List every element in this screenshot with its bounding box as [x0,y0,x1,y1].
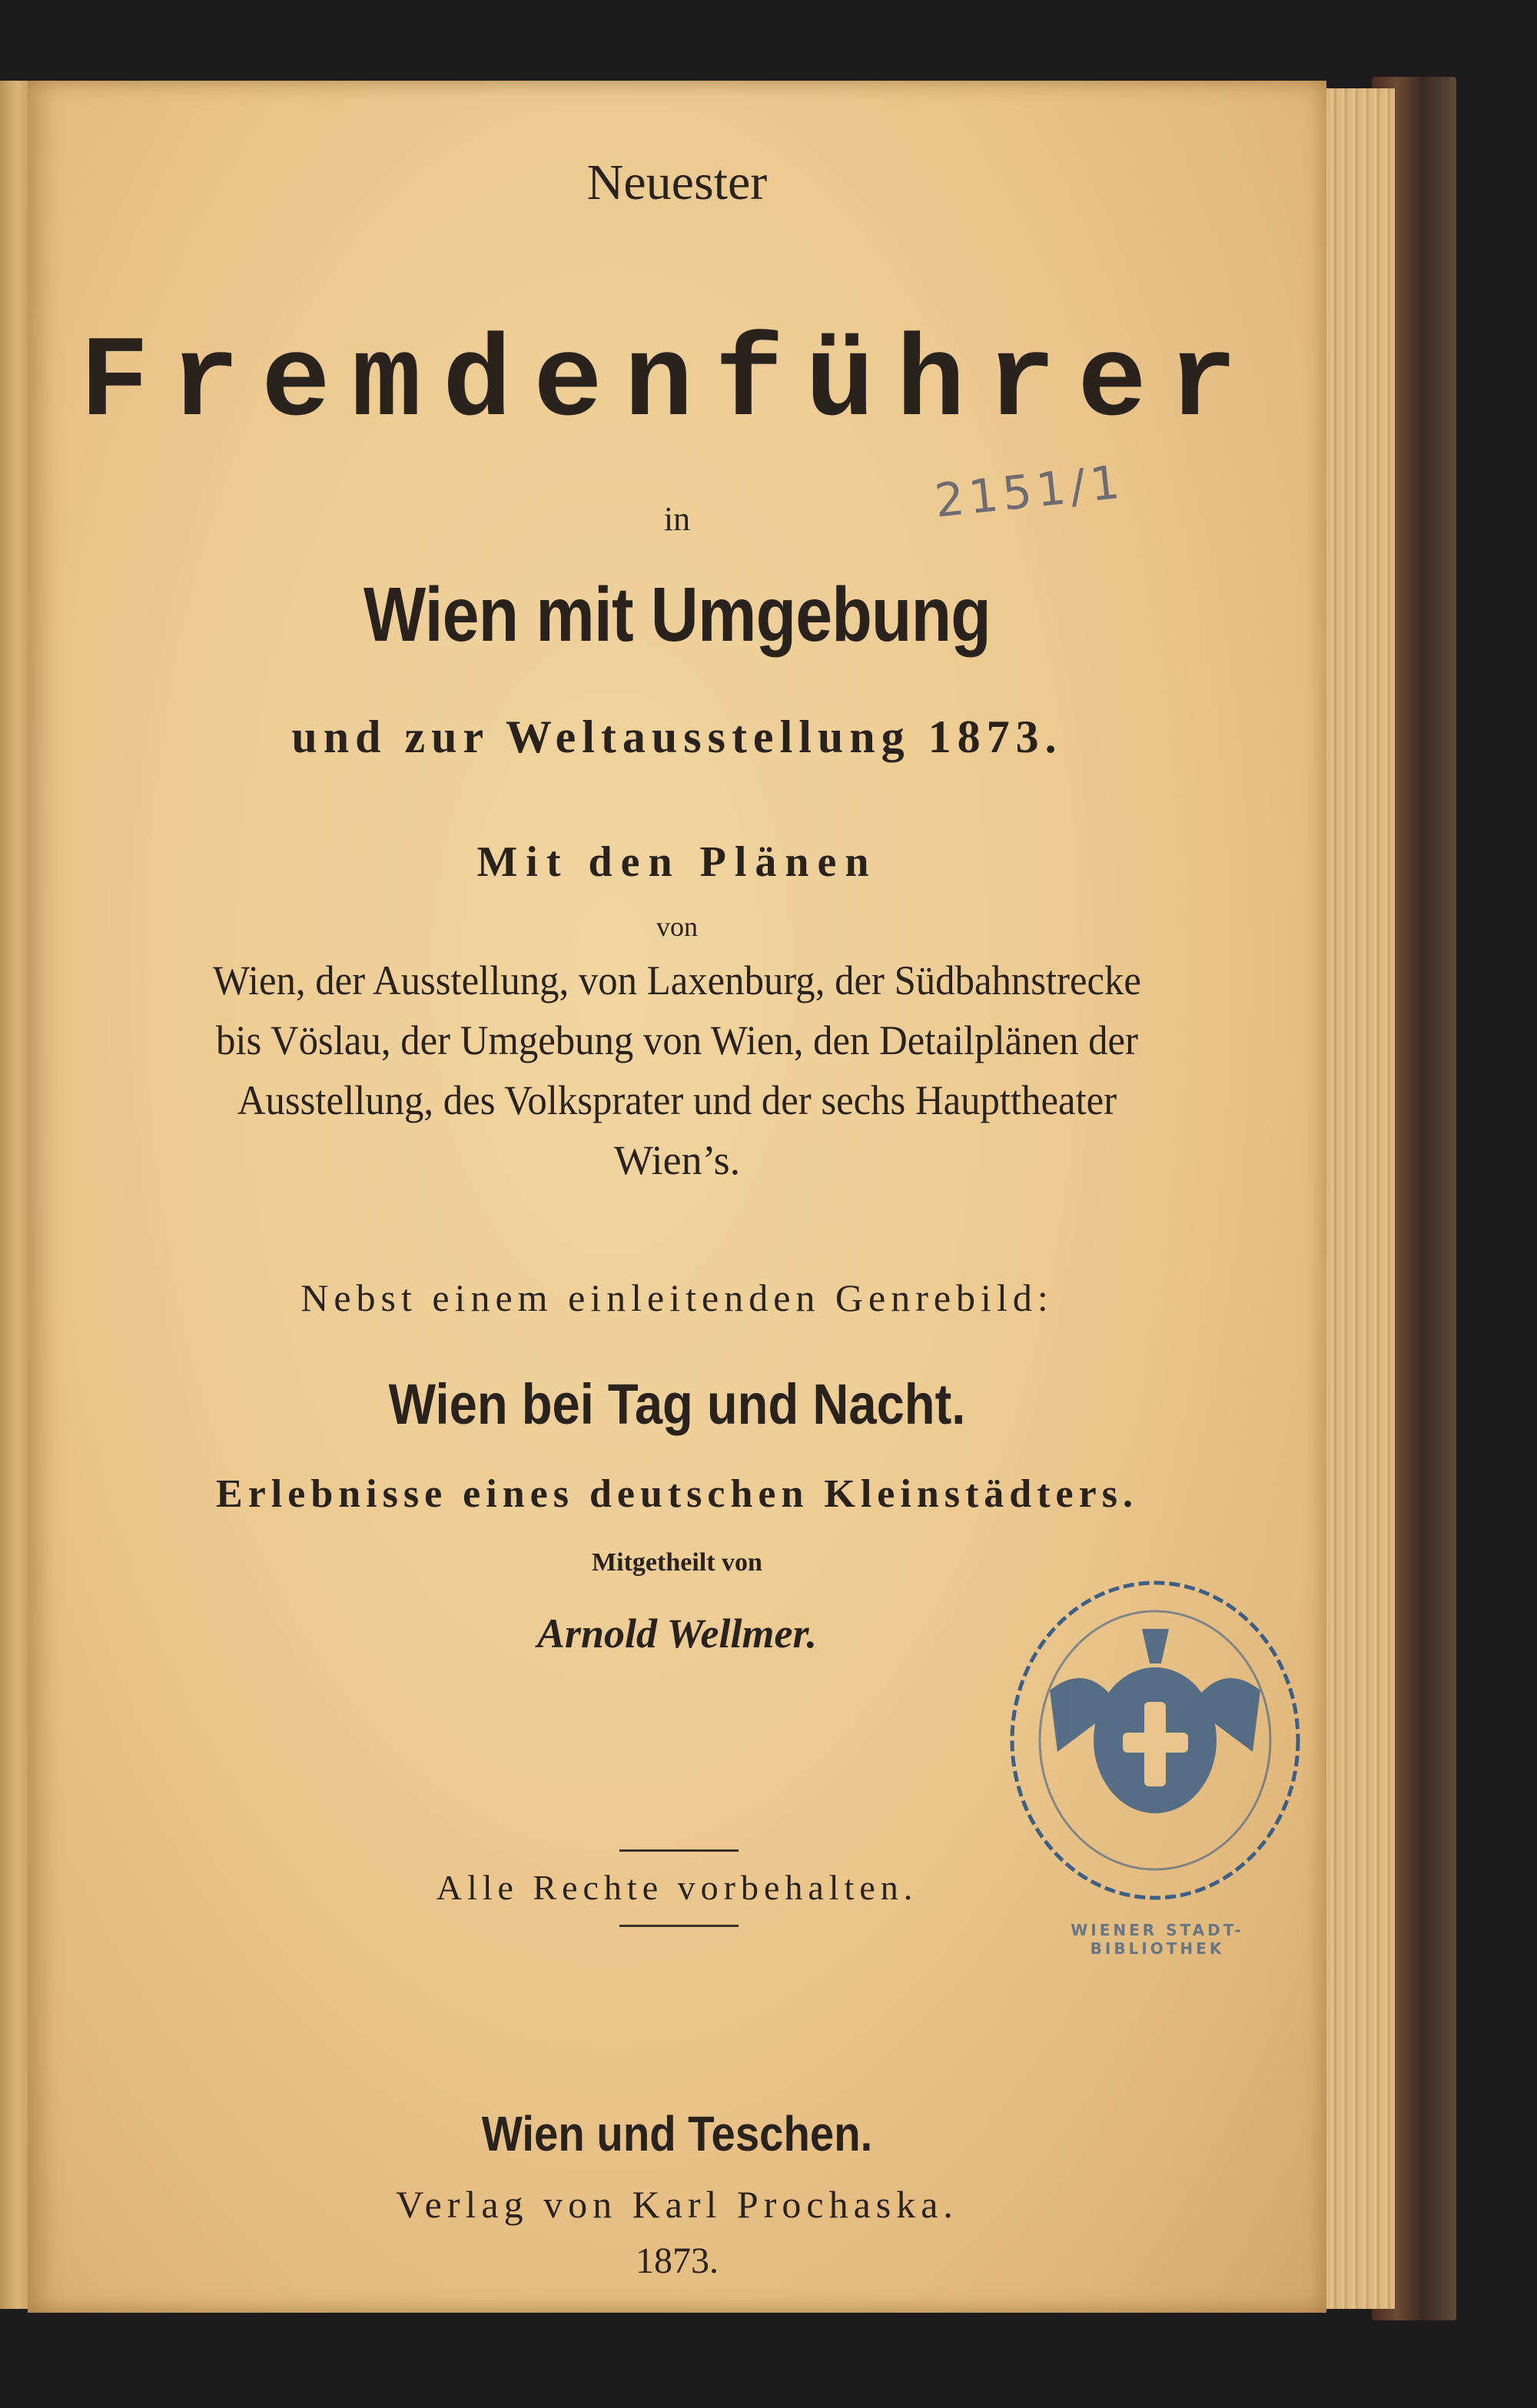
rule-bottom [619,1925,739,1927]
line-in: in [663,500,691,538]
genre-subtitle: Erlebnisse eines deutschen Kleinstädters. [216,1472,1138,1516]
plans-line-2: bis Vöslau, der Umgebung von Wien, den Detailplänen der [216,1017,1138,1063]
main-title: Fremdenführer [79,319,1260,449]
city-title: Wien mit Umgebung [364,572,991,658]
nebst-line: Nebst einem einleitenden Genrebild: [300,1276,1054,1319]
rights-line: Alle Rechte vorbehalten. [436,1868,918,1907]
plans-line-1: Wien, der Ausstellung, von Laxenburg, der Südbahnstrecke [213,957,1141,1003]
mitgetheilt-line: Mitgetheilt von [592,1548,762,1577]
plans-von: von [656,911,698,942]
publisher-line: Verlag von Karl Prochaska. [396,2183,958,2226]
genre-title: Wien bei Tag und Nacht. [388,1372,966,1436]
line-neuester: Neuester [586,154,768,211]
handwritten-shelfmark: 2151/1 [932,455,1127,529]
place-line: Wien und Teschen. [481,2106,873,2161]
plans-line-4: Wien’s. [613,1137,741,1183]
stamp-text: WIENER STADT-BIBLIOTHEK [1071,1921,1244,1958]
author-name: Arnold Wellmer. [536,1610,818,1657]
exhibition-line: und zur Weltausstellung 1873. [291,711,1063,762]
plans-heading: Mit den Plänen [476,838,878,886]
library-stamp [1004,1575,1307,1906]
rule-top [619,1849,739,1852]
plans-line-3: Ausstellung, des Volksprater und der sechs Haupttheater [237,1077,1117,1123]
year-line: 1873. [636,2241,719,2281]
title-page [28,81,1326,2313]
